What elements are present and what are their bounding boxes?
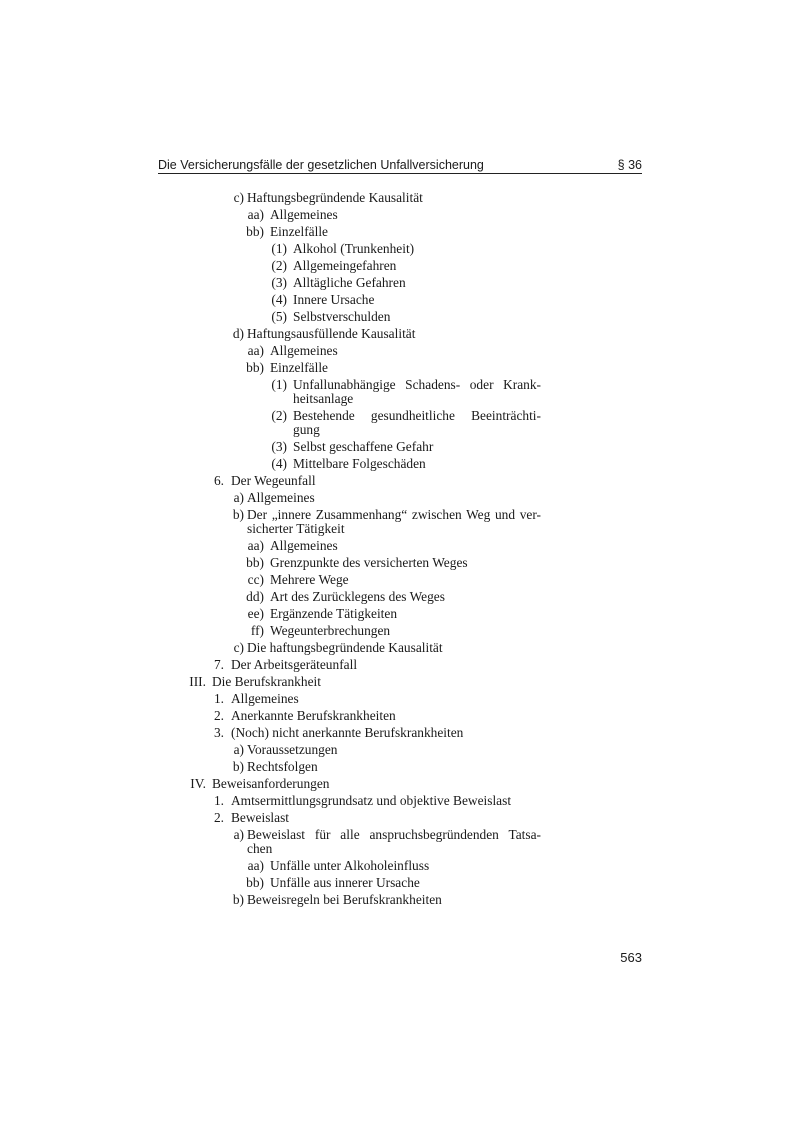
toc-entry-number: 2. <box>213 810 224 825</box>
toc-entry-text: Allgemeines <box>270 343 338 358</box>
toc-entry-number: 1. <box>213 691 224 706</box>
page-number: 563 <box>620 950 642 965</box>
toc-entry-number: bb) <box>246 224 264 239</box>
toc-entry-number: (3) <box>271 439 287 454</box>
toc-entry-number: aa) <box>247 207 264 222</box>
toc-entry-number: aa) <box>247 538 264 553</box>
toc-entry-number: 7. <box>213 657 224 672</box>
toc-entry-text: Selbstverschulden <box>293 309 391 324</box>
toc-entry-number: a) <box>233 742 244 757</box>
toc-entry-number: III. <box>189 674 206 689</box>
toc-entry-text: Bestehende gesundheitliche Beeinträchti- <box>293 408 541 423</box>
toc-entry-text: Allgemeines <box>270 538 338 553</box>
toc-entry-text: Wegeunterbrechungen <box>270 623 391 638</box>
toc-entry-text: Der „innere Zusammenhang“ zwischen Weg und ver- <box>247 507 541 522</box>
toc-entry-text: Die haftungsbegründende Kausalität <box>247 640 443 655</box>
toc-entry-continuation: sicherter Tätigkeit <box>247 521 345 536</box>
toc-entry-number: cc) <box>247 572 264 587</box>
toc-entry-number: 1. <box>213 793 224 808</box>
toc-entry-number: (4) <box>271 456 287 471</box>
toc-entry-number: bb) <box>246 875 264 890</box>
toc-entry-number: a) <box>233 827 244 842</box>
toc-entry-text: Selbst geschaffene Gefahr <box>293 439 434 454</box>
toc-entry-text: Alltägliche Gefahren <box>293 275 406 290</box>
toc-entry-text: Anerkannte Berufskrankheiten <box>231 708 396 723</box>
toc-entry-number: (5) <box>271 309 287 324</box>
toc-entry-text: Unfallunabhängige Schadens- oder Krank- <box>293 377 541 392</box>
toc-entry-number: d) <box>232 326 244 341</box>
toc-entry-text: Amtsermittlungsgrundsatz und objektive Beweislast <box>231 793 512 808</box>
toc-entry-text: Einzelfälle <box>270 224 328 239</box>
running-header-title: Die Versicherungsfälle der gesetzlichen Unfallversicherung <box>158 158 484 172</box>
toc-entry-text: Allgemeines <box>247 490 315 505</box>
toc-entry-text: Die Berufskrankheit <box>212 674 321 689</box>
toc-entry-number: (2) <box>271 258 287 273</box>
toc-entry-text: Einzelfälle <box>270 360 328 375</box>
toc-entry-text: Beweisregeln bei Berufskrankheiten <box>247 892 442 907</box>
toc-entry-number: dd) <box>246 589 264 604</box>
toc-entry-number: (1) <box>271 241 287 256</box>
toc-entry-text: Alkohol (Trunkenheit) <box>293 241 415 256</box>
toc-entry-number: c) <box>233 640 244 655</box>
toc-entry-text: Rechtsfolgen <box>247 759 318 774</box>
toc-entry-text: Beweislast <box>231 810 290 825</box>
toc-entry-number: aa) <box>247 858 264 873</box>
toc-entry-text: Art des Zurücklegens des Weges <box>270 589 445 604</box>
toc-entry-number: (1) <box>271 377 287 392</box>
section-number: § 36 <box>617 158 642 172</box>
toc-entry-text: Innere Ursache <box>293 292 375 307</box>
toc-entry-number: 3. <box>213 725 224 740</box>
toc-entry-continuation: chen <box>247 841 273 856</box>
toc-entry-number: b) <box>232 892 244 907</box>
toc-entry-text: Grenzpunkte des versicherten Weges <box>270 555 468 570</box>
toc-entry-text: (Noch) nicht anerkannte Berufskrankheiten <box>231 725 464 740</box>
toc-entry-number: ee) <box>247 606 264 621</box>
toc-entry-number: b) <box>232 759 244 774</box>
toc-entry-number: bb) <box>246 360 264 375</box>
toc-entry-text: Voraussetzungen <box>247 742 338 757</box>
toc-entry-number: c) <box>233 190 244 205</box>
toc-entry-number: bb) <box>246 555 264 570</box>
toc-entry-number: 2. <box>213 708 224 723</box>
toc-entry-text: Haftungsausfüllende Kausalität <box>247 326 416 341</box>
toc-entry-number: aa) <box>247 343 264 358</box>
toc-entry-number: IV. <box>190 776 206 791</box>
toc-entry-text: Allgemeingefahren <box>293 258 397 273</box>
toc-entry-text: Mittelbare Folgeschäden <box>293 456 426 471</box>
toc-entry-number: (2) <box>271 408 287 423</box>
toc-entry-text: Unfälle aus innerer Ursache <box>270 875 420 890</box>
toc-entry-text: Der Wegeunfall <box>231 473 316 488</box>
toc-entry-number: a) <box>233 490 244 505</box>
toc-entry-number: (3) <box>271 275 287 290</box>
toc-entry-text: Der Arbeitsgeräteunfall <box>231 657 358 672</box>
toc-entry-text: Haftungsbegründende Kausalität <box>247 190 423 205</box>
toc-entry-continuation: heitsanlage <box>293 391 354 406</box>
toc-entry-text: Beweisanforderungen <box>212 776 330 791</box>
toc-entry-number: 6. <box>213 473 224 488</box>
toc-entry-text: Ergänzende Tätigkeiten <box>270 606 398 621</box>
toc-entry-text: Allgemeines <box>231 691 299 706</box>
toc-entry-text: Unfälle unter Alkoholeinfluss <box>270 858 430 873</box>
toc-entry-continuation: gung <box>293 422 320 437</box>
toc-entry-number: ff) <box>250 623 264 638</box>
toc-entry-number: (4) <box>271 292 287 307</box>
running-header <box>158 158 642 174</box>
toc-entry-number: b) <box>232 507 244 522</box>
toc-entry-text: Beweislast für alle anspruchsbegründenden Tatsa- <box>247 827 541 842</box>
toc-entry-text: Allgemeines <box>270 207 338 222</box>
toc-entry-text: Mehrere Wege <box>270 572 349 587</box>
